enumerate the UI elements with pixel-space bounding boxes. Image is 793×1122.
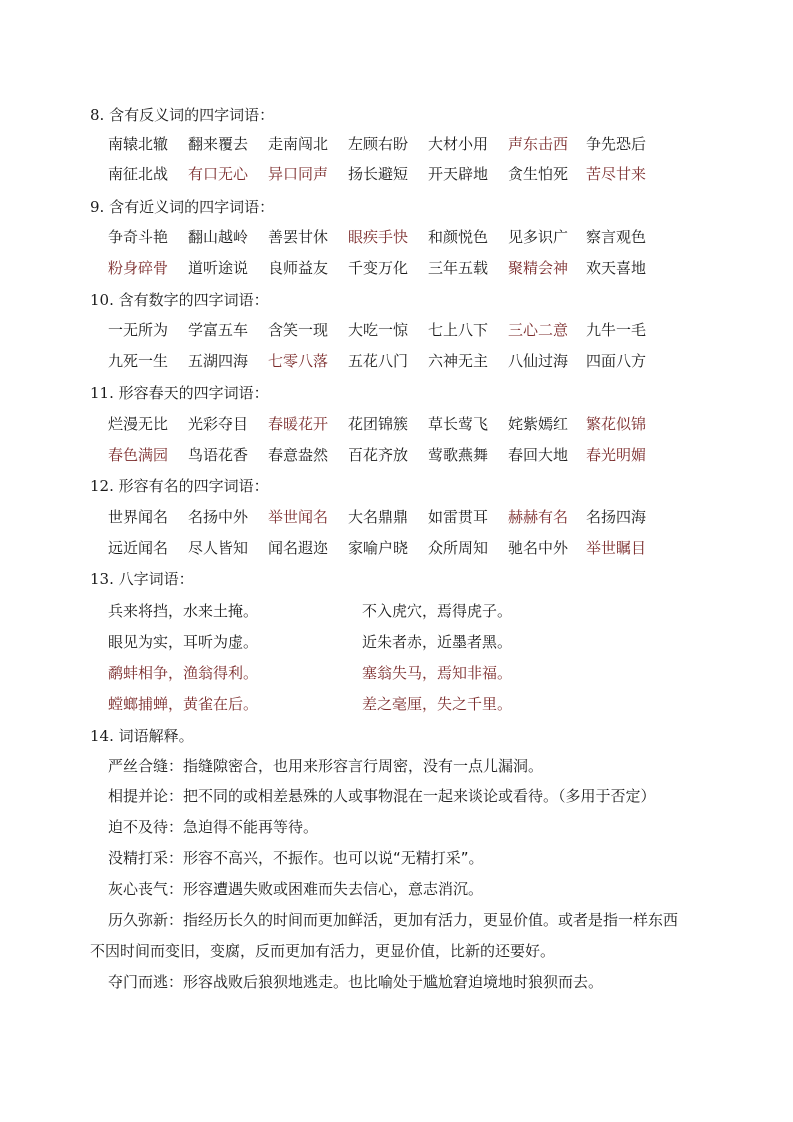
idiom-word: 九牛一毛 bbox=[586, 321, 647, 339]
idiom-word: 有口无心 bbox=[188, 165, 249, 183]
idiom-word: 远近闻名 bbox=[108, 539, 169, 557]
idiom-word: 草长莺飞 bbox=[428, 415, 489, 433]
idiom-word: 七上八下 bbox=[428, 321, 489, 339]
idiom-word: 眼疾手快 bbox=[348, 228, 409, 246]
idiom-word: 欢天喜地 bbox=[586, 259, 647, 277]
eight-char-phrase: 近朱者赤，近墨者黑。 bbox=[362, 633, 513, 651]
idiom-word: 声东击西 bbox=[508, 135, 569, 153]
eight-char-phrase: 螳螂捕蝉，黄雀在后。 bbox=[108, 695, 259, 713]
idiom-word: 南征北战 bbox=[108, 165, 169, 183]
idiom-word: 三心二意 bbox=[508, 321, 569, 339]
eight-char-phrase: 不入虎穴，焉得虎子。 bbox=[362, 602, 513, 620]
idiom-word: 世界闻名 bbox=[108, 508, 169, 526]
section-14-heading bbox=[90, 726, 194, 746]
idiom-word: 大吃一惊 bbox=[348, 321, 409, 339]
idiom-word: 扬长避短 bbox=[348, 165, 409, 183]
section-13-heading bbox=[90, 569, 194, 589]
idiom-word: 善罢甘休 bbox=[268, 228, 329, 246]
idiom-word: 粉身碎骨 bbox=[108, 259, 169, 277]
section-14-title: 词语解释。 bbox=[118, 727, 194, 745]
idiom-word: 千变万化 bbox=[348, 259, 409, 277]
idiom-word: 四面八方 bbox=[586, 352, 647, 370]
section-11-number: 11. bbox=[90, 384, 114, 402]
idiom-word: 赫赫有名 bbox=[508, 508, 569, 526]
section-14-number: 14. bbox=[90, 727, 114, 745]
section-12-heading bbox=[90, 476, 269, 496]
definition-xiangtiBinglun: 相提并论：把不同的或相差悬殊的人或事物混在一起来谈论或看待。（多用于否定） bbox=[108, 787, 656, 805]
section-11-heading bbox=[90, 383, 269, 403]
idiom-word: 苦尽甘来 bbox=[586, 165, 647, 183]
idiom-word: 六神无主 bbox=[428, 352, 489, 370]
idiom-word: 名扬中外 bbox=[188, 508, 249, 526]
idiom-word: 见多识广 bbox=[508, 228, 569, 246]
definition-huixinSangqi: 灰心丧气：形容遭遇失败或困难而失去信心，意志消沉。 bbox=[108, 880, 484, 898]
section-11-title: 形容春天的四字词语： bbox=[118, 384, 269, 402]
section-10-title: 含有数字的四字词语： bbox=[118, 291, 269, 309]
idiom-word: 九死一生 bbox=[108, 352, 169, 370]
idiom-word: 花团锦簇 bbox=[348, 415, 409, 433]
idiom-word: 良师益友 bbox=[268, 259, 329, 277]
idiom-word: 左顾右盼 bbox=[348, 135, 409, 153]
idiom-word: 争先恐后 bbox=[586, 135, 647, 153]
section-10-number: 10. bbox=[90, 291, 114, 309]
idiom-word: 七零八落 bbox=[268, 352, 329, 370]
idiom-word: 驰名中外 bbox=[508, 539, 569, 557]
idiom-word: 莺歌燕舞 bbox=[428, 446, 489, 464]
idiom-word: 异口同声 bbox=[268, 165, 329, 183]
eight-char-phrase: 塞翁失马，焉知非福。 bbox=[362, 664, 513, 682]
idiom-word: 春色满园 bbox=[108, 446, 169, 464]
idiom-word: 学富五车 bbox=[188, 321, 249, 339]
idiom-word: 春回大地 bbox=[508, 446, 569, 464]
section-8-title: 含有反义词的四字词语： bbox=[109, 106, 275, 124]
idiom-word: 众所周知 bbox=[428, 539, 489, 557]
idiom-word: 翻山越岭 bbox=[188, 228, 249, 246]
idiom-word: 烂漫无比 bbox=[108, 415, 169, 433]
idiom-word: 春意盎然 bbox=[268, 446, 329, 464]
idiom-word: 闻名遐迩 bbox=[268, 539, 329, 557]
section-13-number: 13. bbox=[90, 570, 114, 588]
idiom-word: 翻来覆去 bbox=[188, 135, 249, 153]
idiom-word: 五花八门 bbox=[348, 352, 409, 370]
idiom-word: 姹紫嫣红 bbox=[508, 415, 569, 433]
idiom-word: 道听途说 bbox=[188, 259, 249, 277]
idiom-word: 百花齐放 bbox=[348, 446, 409, 464]
definition-lijiuMixin: 历久弥新：指经历长久的时间而更加鲜活，更加有活力，更显价值。或者是指一样东西 bbox=[108, 911, 679, 929]
idiom-word: 走南闯北 bbox=[268, 135, 329, 153]
section-9-number: 9. bbox=[90, 198, 105, 216]
definition-meijingDacai: 没精打采：形容不高兴，不振作。也可以说“无精打采”。 bbox=[108, 849, 484, 867]
idiom-word: 一无所为 bbox=[108, 321, 169, 339]
section-13-title: 八字词语： bbox=[118, 570, 194, 588]
idiom-word: 聚精会神 bbox=[508, 259, 569, 277]
idiom-word: 繁花似锦 bbox=[586, 415, 647, 433]
eight-char-phrase: 兵来将挡，水来土掩。 bbox=[108, 602, 259, 620]
definition-lijiuMixin-continued: 不因时间而变旧，变腐，反而更加有活力，更显价值，比新的还要好。 bbox=[90, 942, 556, 960]
definition-duomenErtao: 夺门而逃：形容战败后狼狈地逃走。也比喻处于尴尬窘迫境地时狼狈而去。 bbox=[108, 973, 604, 991]
idiom-word: 名扬四海 bbox=[586, 508, 647, 526]
idiom-word: 举世闻名 bbox=[268, 508, 329, 526]
idiom-word: 鸟语花香 bbox=[188, 446, 249, 464]
section-8-number: 8. bbox=[90, 106, 105, 124]
idiom-word: 开天辟地 bbox=[428, 165, 489, 183]
definition-yansiHefeng: 严丝合缝：指缝隙密合，也用来形容言行周密，没有一点儿漏洞。 bbox=[108, 757, 544, 775]
section-9-heading bbox=[90, 197, 274, 217]
idiom-word: 大材小用 bbox=[428, 135, 489, 153]
section-10-heading bbox=[90, 290, 269, 310]
idiom-word: 如雷贯耳 bbox=[428, 508, 489, 526]
idiom-word: 光彩夺目 bbox=[188, 415, 249, 433]
idiom-word: 贪生怕死 bbox=[508, 165, 569, 183]
idiom-word: 春暖花开 bbox=[268, 415, 329, 433]
idiom-word: 和颜悦色 bbox=[428, 228, 489, 246]
eight-char-phrase: 眼见为实，耳听为虚。 bbox=[108, 633, 259, 651]
idiom-word: 举世瞩目 bbox=[586, 539, 647, 557]
idiom-word: 争奇斗艳 bbox=[108, 228, 169, 246]
section-12-number: 12. bbox=[90, 477, 114, 495]
idiom-word: 尽人皆知 bbox=[188, 539, 249, 557]
idiom-word: 大名鼎鼎 bbox=[348, 508, 409, 526]
section-8-heading bbox=[90, 105, 274, 125]
idiom-word: 八仙过海 bbox=[508, 352, 569, 370]
idiom-word: 三年五载 bbox=[428, 259, 489, 277]
eight-char-phrase: 差之毫厘，失之千里。 bbox=[362, 695, 513, 713]
idiom-word: 察言观色 bbox=[586, 228, 647, 246]
idiom-word: 春光明媚 bbox=[586, 446, 647, 464]
idiom-word: 南辕北辙 bbox=[108, 135, 169, 153]
section-9-title: 含有近义词的四字词语： bbox=[109, 198, 275, 216]
idiom-word: 含笑一现 bbox=[268, 321, 329, 339]
idiom-word: 家喻户晓 bbox=[348, 539, 409, 557]
definition-pobuJidai: 迫不及待：急迫得不能再等待。 bbox=[108, 818, 319, 836]
eight-char-phrase: 鹬蚌相争，渔翁得利。 bbox=[108, 664, 259, 682]
section-12-title: 形容有名的四字词语： bbox=[118, 477, 269, 495]
idiom-word: 五湖四海 bbox=[188, 352, 249, 370]
